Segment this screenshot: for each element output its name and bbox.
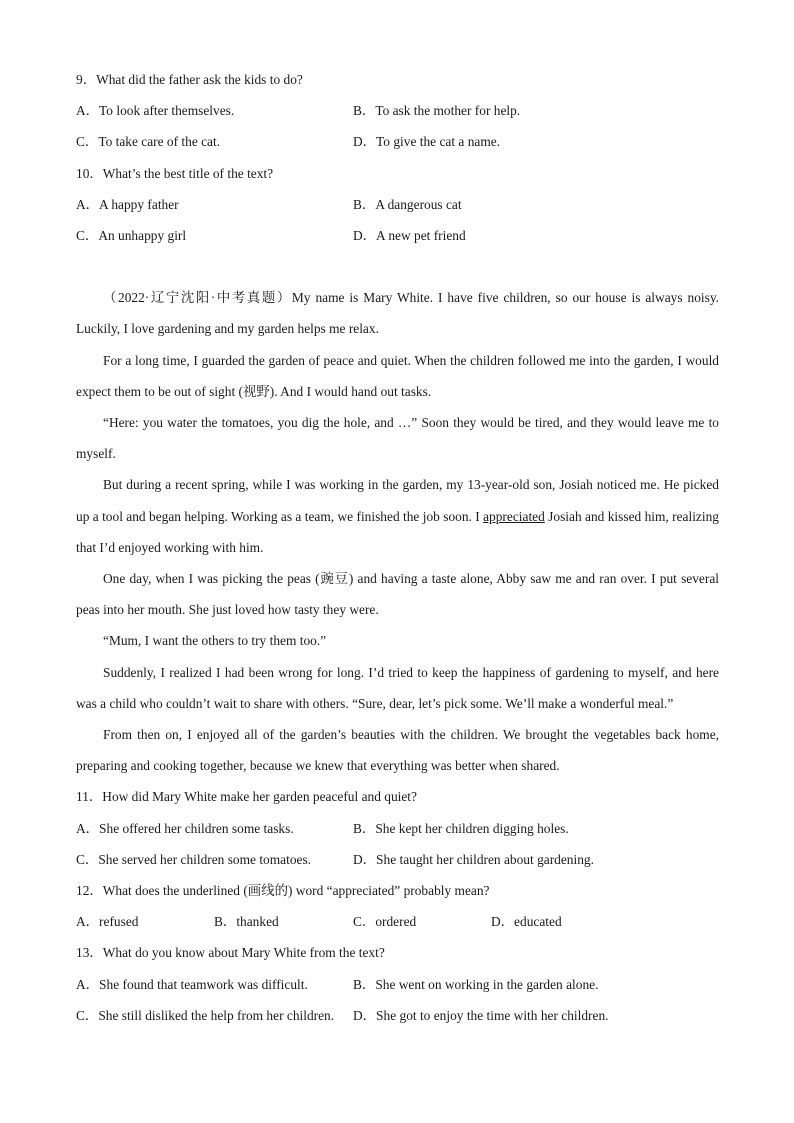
passage-paragraph-1: （2022·辽宁沈阳·中考真题）My name is Mary White. I have five children, so our house is always noisy. Luckily, I love gardening and my garden helps me relax. [76, 290, 719, 337]
question-13-options-row-1 [76, 969, 719, 1000]
section-gap [76, 251, 719, 282]
question-11-option-c: C．She served her children some tomatoes. [76, 851, 312, 867]
question-10-options-row-2 [76, 220, 719, 251]
question-9-stem: 9．What did the father ask the kids to do? [76, 72, 303, 87]
question-10-options-row-1 [76, 189, 719, 220]
question-13-option-c: C．She still disliked the help from her children. [76, 1007, 335, 1023]
question-12 [76, 875, 719, 937]
passage-paragraph-4-end: Josiah and kissed him, realizing that I’d enjoyed working with him. [76, 508, 719, 555]
question-11 [76, 781, 719, 875]
question-11-option-b: B．She kept her children digging holes. [353, 820, 569, 836]
question-9-option-b: B．To ask the mother for help. [353, 103, 521, 119]
question-10-option-b: B．A dangerous cat [353, 196, 462, 212]
question-13-option-b: B．She went on working in the garden alone. [353, 976, 599, 992]
question-9 [76, 64, 719, 158]
question-11-option-a: A．She offered her children some tasks. [76, 820, 294, 836]
question-11-options-row-1 [76, 813, 719, 844]
passage-paragraph-8: From then on, I enjoyed all of the garden’s beauties with the children. We brought the vegetables back home, preparing and cooking together, because we knew that everything was better when shared. [76, 726, 719, 774]
question-10-option-a: A．A happy father [76, 196, 179, 212]
question-9-option-c: C．To take care of the cat. [76, 134, 221, 150]
passage-paragraph-7: Suddenly, I realized I had been wrong for long. I’d tried to keep the happiness of gardening to myself, and here was a child who couldn’t wait to share with others. “Sure, dear, let’s pick some. We’ll make a wonderful meal.” [76, 664, 719, 711]
question-9-option-d: D．To give the cat a name. [353, 134, 501, 150]
question-12-stem: 12．What does the underlined (画线的) word “appreciated” probably mean? [76, 882, 490, 898]
question-9-options-row-1 [76, 95, 719, 126]
question-12-option-d: D．educated [491, 914, 562, 930]
passage-paragraph-5: One day, when I was picking the peas (豌豆) and having a taste alone, Abby saw me and ran over. I put several peas into her mouth. She just loved how tasty they were. [76, 570, 719, 618]
passage-paragraph-6: “Mum, I want the others to try them too.” [103, 633, 327, 649]
question-12-option-b: B．thanked [214, 914, 279, 930]
document-page [76, 64, 719, 1031]
question-11-options-row-2 [76, 844, 719, 875]
question-13 [76, 937, 719, 1031]
question-11-stem: 11．How did Mary White make her garden peaceful and quiet? [76, 789, 417, 805]
passage-paragraph-4 [76, 469, 719, 563]
question-10-option-c: C．An unhappy girl [76, 227, 187, 243]
question-10-option-d: D．A new pet friend [353, 227, 466, 243]
passage-paragraph-4-start: But during a recent spring, while I was working in the garden, my 13-year-old son, Josiah noticed me. He picked up a tool and began helping. Working as a team, we finished the job soon. I [76, 477, 719, 524]
question-10 [76, 158, 719, 252]
underlined-word: appreciated [483, 508, 545, 524]
question-13-option-a: A．She found that teamwork was difficult. [76, 976, 308, 992]
question-9-option-a: A．To look after themselves. [76, 103, 235, 119]
question-11-option-d: D．She taught her children about gardening. [353, 851, 594, 867]
passage-paragraph-2: For a long time, I guarded the garden of peace and quiet. When the children followed me into the garden, I would expect them to be out of sight (视野). And I would hand out tasks. [76, 352, 719, 399]
reading-passage [76, 282, 719, 781]
question-12-option-a: A．refused [76, 914, 139, 930]
passage-paragraph-3: “Here: you water the tomatoes, you dig the hole, and …” Soon they would be tired, and they would leave me to myself. [76, 414, 719, 462]
question-13-options-row-2 [76, 1000, 719, 1031]
question-10-stem: 10．What’s the best title of the text? [76, 165, 274, 181]
question-12-option-c: C．ordered [353, 914, 417, 930]
question-13-stem: 13．What do you know about Mary White from the text? [76, 945, 385, 961]
question-12-options-row [76, 906, 719, 937]
question-9-options-row-2 [76, 126, 719, 157]
question-13-option-d: D．She got to enjoy the time with her children. [353, 1007, 609, 1023]
